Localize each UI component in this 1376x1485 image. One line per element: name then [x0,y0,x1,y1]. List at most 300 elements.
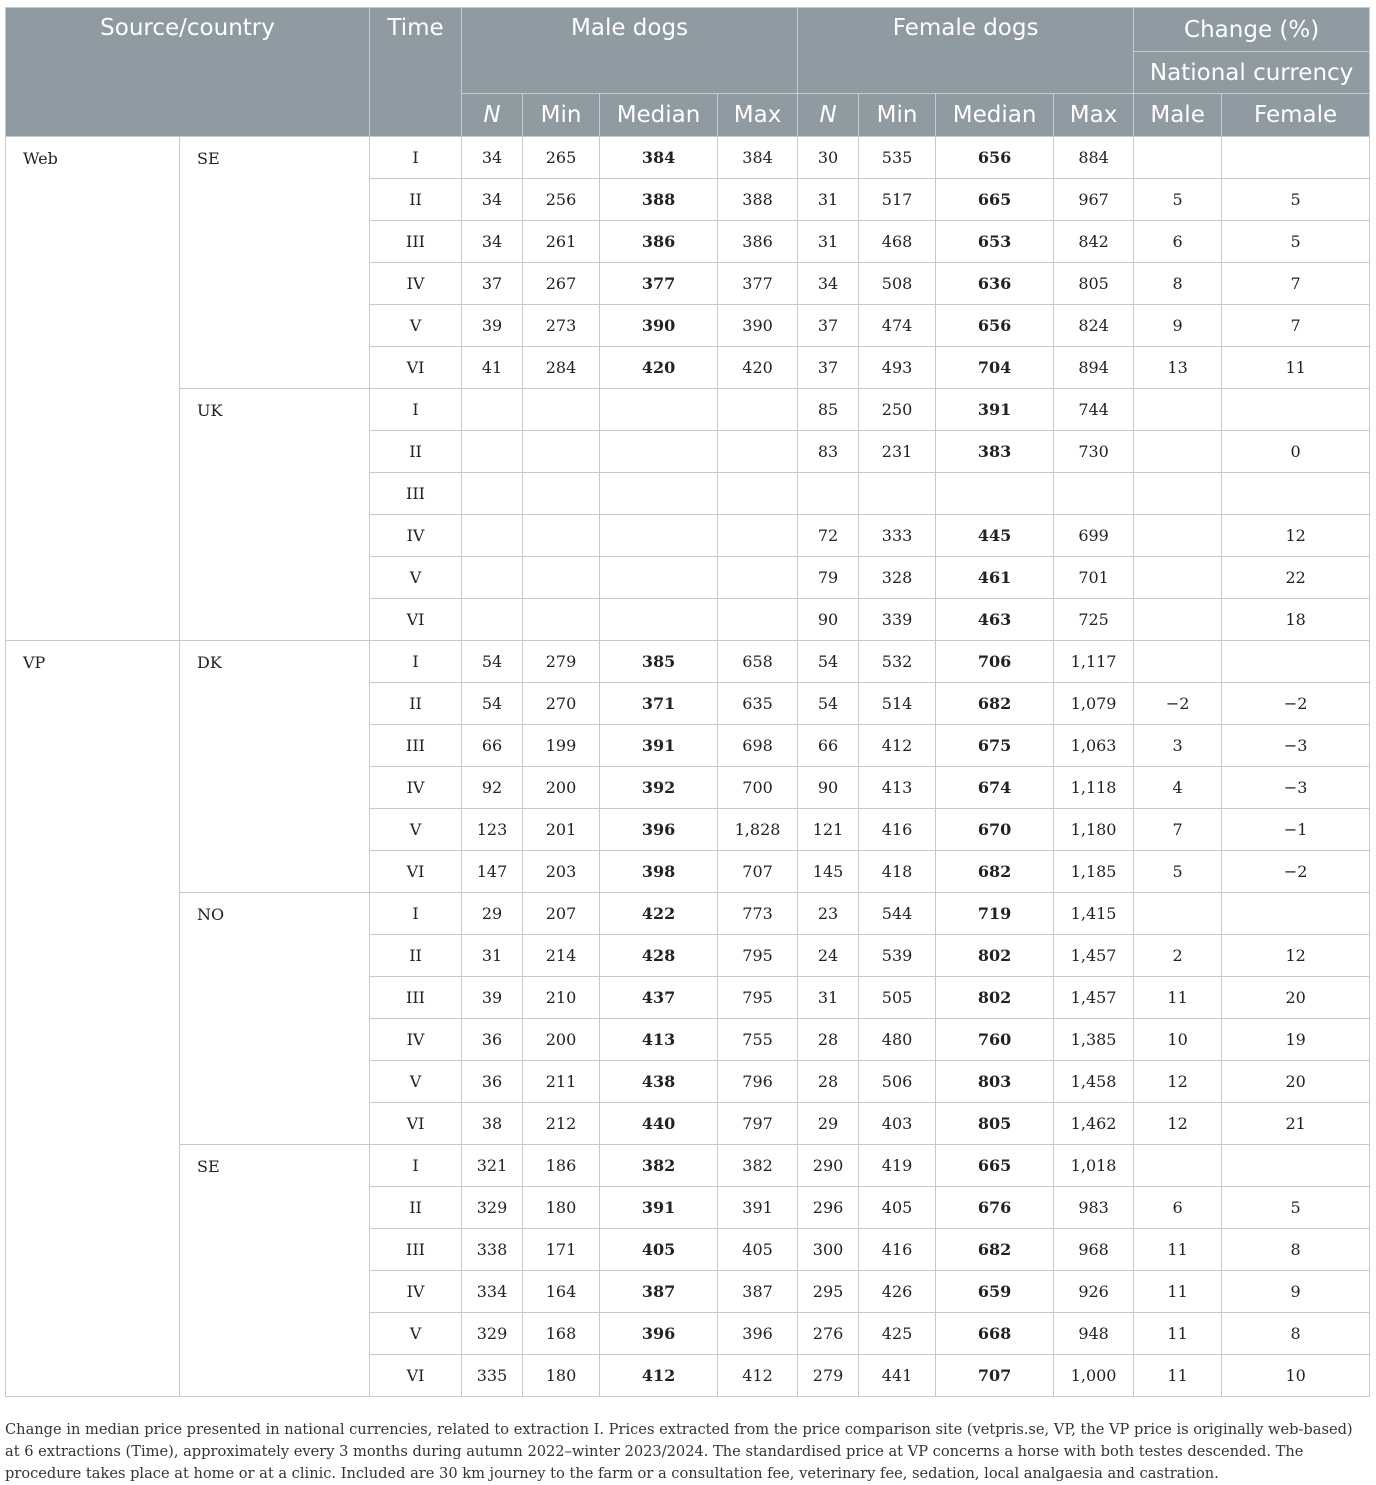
female-n-cell: 66 [798,725,859,767]
female-max-cell: 983 [1054,1187,1134,1229]
time-cell: VI [370,1355,462,1397]
male-max-cell: 420 [718,347,798,389]
time-cell: II [370,431,462,473]
female-median-cell: 665 [936,1145,1054,1187]
female-n-cell: 83 [798,431,859,473]
price-table [5,7,1370,1397]
male-min-cell [523,431,600,473]
female-median-cell: 707 [936,1355,1054,1397]
table-row [6,137,1370,179]
time-cell: II [370,179,462,221]
male-median-cell: 386 [600,221,718,263]
time-cell: II [370,1187,462,1229]
change-male-cell [1134,1145,1222,1187]
male-min-cell: 199 [523,725,600,767]
country-cell: SE [180,1145,370,1397]
change-female-cell: 7 [1222,305,1370,347]
header-change-female: Female [1222,94,1370,137]
change-female-cell: 20 [1222,1061,1370,1103]
male-min-cell [523,515,600,557]
male-median-cell [600,389,718,431]
source-cell: VP [6,641,180,1397]
male-median-cell: 384 [600,137,718,179]
male-median-cell: 440 [600,1103,718,1145]
female-min-cell: 474 [859,305,936,347]
male-n-cell [462,473,523,515]
female-median-cell [936,473,1054,515]
male-n-cell: 335 [462,1355,523,1397]
change-male-cell [1134,515,1222,557]
male-median-cell: 438 [600,1061,718,1103]
change-male-cell: 12 [1134,1103,1222,1145]
female-median-cell: 383 [936,431,1054,473]
female-n-cell: 30 [798,137,859,179]
male-max-cell: 795 [718,977,798,1019]
time-cell: IV [370,767,462,809]
change-female-cell: 22 [1222,557,1370,599]
male-max-cell: 390 [718,305,798,347]
male-max-cell: 635 [718,683,798,725]
male-min-cell: 214 [523,935,600,977]
male-max-cell [718,473,798,515]
time-cell: III [370,977,462,1019]
time-cell: V [370,1061,462,1103]
female-min-cell: 416 [859,1229,936,1271]
male-max-cell: 412 [718,1355,798,1397]
female-median-cell: 682 [936,683,1054,725]
female-max-cell: 967 [1054,179,1134,221]
female-median-cell: 463 [936,599,1054,641]
male-median-cell: 385 [600,641,718,683]
female-max-cell: 926 [1054,1271,1134,1313]
female-n-cell: 28 [798,1061,859,1103]
female-n-cell: 29 [798,1103,859,1145]
female-min-cell: 231 [859,431,936,473]
female-n-cell: 145 [798,851,859,893]
table-row [6,893,1370,935]
female-n-cell [798,473,859,515]
change-female-cell: −2 [1222,851,1370,893]
female-min-cell: 339 [859,599,936,641]
male-n-cell: 31 [462,935,523,977]
male-min-cell: 200 [523,767,600,809]
male-max-cell [718,599,798,641]
time-cell: III [370,473,462,515]
change-female-cell: 21 [1222,1103,1370,1145]
male-median-cell: 396 [600,809,718,851]
change-female-cell: 5 [1222,179,1370,221]
female-n-cell: 72 [798,515,859,557]
male-min-cell: 203 [523,851,600,893]
header-female-dogs: Female dogs [798,8,1134,94]
female-max-cell: 805 [1054,263,1134,305]
change-male-cell: 4 [1134,767,1222,809]
change-male-cell: 13 [1134,347,1222,389]
male-max-cell: 388 [718,179,798,221]
header-male-min: Min [523,94,600,137]
male-median-cell: 391 [600,1187,718,1229]
change-female-cell [1222,137,1370,179]
male-min-cell: 200 [523,1019,600,1061]
time-cell: VI [370,347,462,389]
male-max-cell: 773 [718,893,798,935]
male-median-cell: 377 [600,263,718,305]
female-min-cell: 514 [859,683,936,725]
male-median-cell: 392 [600,767,718,809]
female-n-cell: 79 [798,557,859,599]
female-min-cell: 532 [859,641,936,683]
male-median-cell: 412 [600,1355,718,1397]
header-male-n: N [462,94,523,137]
male-n-cell: 39 [462,977,523,1019]
change-male-cell [1134,599,1222,641]
female-min-cell: 328 [859,557,936,599]
change-female-cell: −1 [1222,809,1370,851]
header-female-max: Max [1054,94,1134,137]
female-min-cell: 416 [859,809,936,851]
change-female-cell: −3 [1222,767,1370,809]
male-n-cell: 123 [462,809,523,851]
table-footnote: Change in median price presented in national currencies, related to extraction I. Prices extracted from the price comparison site (vetpris.se, VP, the VP price is originally web-based) at 6 extractions (Time), approximately every 3 months during autumn 2022–winter 2023/2024. The standardised price at VP concerns a horse with both testes descended. The procedure takes place at home or at a clinic. Included are 30 km journey to the farm or a consultation fee, veterinary fee, sedation, local analgaesia and castration. [5,1420,1353,1482]
female-n-cell: 24 [798,935,859,977]
female-max-cell: 894 [1054,347,1134,389]
header-male-max: Max [718,94,798,137]
male-min-cell [523,389,600,431]
female-median-cell: 391 [936,389,1054,431]
female-n-cell: 300 [798,1229,859,1271]
female-min-cell: 506 [859,1061,936,1103]
male-min-cell: 180 [523,1187,600,1229]
female-n-cell: 31 [798,221,859,263]
change-male-cell: 11 [1134,1313,1222,1355]
header-national-currency: National currency [1134,52,1370,94]
female-max-cell: 1,385 [1054,1019,1134,1061]
change-female-cell: 11 [1222,347,1370,389]
change-female-cell: 20 [1222,977,1370,1019]
male-min-cell: 207 [523,893,600,935]
change-female-cell: 9 [1222,1271,1370,1313]
female-median-cell: 653 [936,221,1054,263]
country-cell: UK [180,389,370,641]
female-median-cell: 636 [936,263,1054,305]
male-n-cell: 338 [462,1229,523,1271]
time-cell: V [370,557,462,599]
female-median-cell: 675 [936,725,1054,767]
female-max-cell: 701 [1054,557,1134,599]
male-max-cell: 405 [718,1229,798,1271]
male-median-cell: 390 [600,305,718,347]
female-median-cell: 676 [936,1187,1054,1229]
male-n-cell [462,389,523,431]
female-min-cell: 441 [859,1355,936,1397]
female-max-cell: 1,458 [1054,1061,1134,1103]
female-min-cell: 426 [859,1271,936,1313]
time-cell: I [370,1145,462,1187]
country-cell: NO [180,893,370,1145]
time-cell: VI [370,1103,462,1145]
female-n-cell: 85 [798,389,859,431]
male-median-cell [600,431,718,473]
male-median-cell: 382 [600,1145,718,1187]
change-male-cell [1134,137,1222,179]
male-min-cell: 261 [523,221,600,263]
female-max-cell: 1,118 [1054,767,1134,809]
male-median-cell [600,473,718,515]
time-cell: II [370,935,462,977]
male-min-cell [523,473,600,515]
time-cell: I [370,893,462,935]
change-female-cell [1222,641,1370,683]
male-n-cell [462,515,523,557]
male-median-cell: 428 [600,935,718,977]
male-min-cell: 265 [523,137,600,179]
female-min-cell: 250 [859,389,936,431]
female-median-cell: 706 [936,641,1054,683]
female-median-cell: 445 [936,515,1054,557]
male-max-cell: 382 [718,1145,798,1187]
female-max-cell: 1,180 [1054,809,1134,851]
female-min-cell: 493 [859,347,936,389]
change-male-cell: 10 [1134,1019,1222,1061]
female-min-cell: 419 [859,1145,936,1187]
female-max-cell: 1,018 [1054,1145,1134,1187]
male-n-cell: 334 [462,1271,523,1313]
female-median-cell: 805 [936,1103,1054,1145]
change-female-cell: 18 [1222,599,1370,641]
female-median-cell: 659 [936,1271,1054,1313]
male-min-cell: 210 [523,977,600,1019]
male-min-cell: 279 [523,641,600,683]
female-max-cell: 1,415 [1054,893,1134,935]
header-male-dogs: Male dogs [462,8,798,94]
time-cell: IV [370,263,462,305]
male-n-cell: 147 [462,851,523,893]
change-male-cell: −2 [1134,683,1222,725]
female-median-cell: 682 [936,851,1054,893]
male-max-cell: 384 [718,137,798,179]
female-n-cell: 279 [798,1355,859,1397]
male-max-cell: 386 [718,221,798,263]
male-n-cell [462,431,523,473]
change-female-cell: −2 [1222,683,1370,725]
male-median-cell: 391 [600,725,718,767]
table-header [6,8,1370,137]
table-row [6,641,1370,683]
male-min-cell: 171 [523,1229,600,1271]
change-male-cell [1134,473,1222,515]
female-min-cell: 544 [859,893,936,935]
male-n-cell [462,557,523,599]
change-female-cell [1222,389,1370,431]
male-max-cell [718,515,798,557]
female-median-cell: 802 [936,977,1054,1019]
male-median-cell [600,557,718,599]
male-min-cell: 201 [523,809,600,851]
time-cell: III [370,221,462,263]
time-cell: VI [370,851,462,893]
change-female-cell: 10 [1222,1355,1370,1397]
header-change-male: Male [1134,94,1222,137]
male-min-cell: 273 [523,305,600,347]
male-median-cell: 371 [600,683,718,725]
male-max-cell: 396 [718,1313,798,1355]
time-cell: I [370,389,462,431]
male-min-cell: 270 [523,683,600,725]
male-n-cell: 54 [462,641,523,683]
male-max-cell [718,431,798,473]
female-min-cell: 425 [859,1313,936,1355]
male-median-cell: 413 [600,1019,718,1061]
change-female-cell: 12 [1222,515,1370,557]
header-change: Change (%) [1134,8,1370,52]
female-min-cell: 413 [859,767,936,809]
female-max-cell: 1,457 [1054,935,1134,977]
female-n-cell: 290 [798,1145,859,1187]
table-body [6,137,1370,1397]
female-max-cell: 948 [1054,1313,1134,1355]
change-male-cell: 5 [1134,179,1222,221]
male-min-cell: 284 [523,347,600,389]
female-max-cell: 1,079 [1054,683,1134,725]
male-max-cell: 658 [718,641,798,683]
change-male-cell [1134,641,1222,683]
time-cell: V [370,305,462,347]
female-min-cell: 517 [859,179,936,221]
female-max-cell: 1,185 [1054,851,1134,893]
male-n-cell: 321 [462,1145,523,1187]
male-n-cell: 66 [462,725,523,767]
time-cell: VI [370,599,462,641]
female-max-cell: 824 [1054,305,1134,347]
male-min-cell: 164 [523,1271,600,1313]
female-min-cell: 333 [859,515,936,557]
female-max-cell: 744 [1054,389,1134,431]
male-median-cell: 388 [600,179,718,221]
change-male-cell: 11 [1134,1271,1222,1313]
female-n-cell: 90 [798,767,859,809]
male-n-cell: 34 [462,137,523,179]
header-female-median: Median [936,94,1054,137]
change-female-cell: 5 [1222,221,1370,263]
female-n-cell: 28 [798,1019,859,1061]
male-n-cell: 41 [462,347,523,389]
change-female-cell: 0 [1222,431,1370,473]
time-cell: III [370,1229,462,1271]
male-max-cell: 391 [718,1187,798,1229]
female-median-cell: 656 [936,137,1054,179]
female-max-cell: 1,000 [1054,1355,1134,1397]
male-min-cell: 168 [523,1313,600,1355]
male-median-cell: 396 [600,1313,718,1355]
change-male-cell [1134,557,1222,599]
female-n-cell: 296 [798,1187,859,1229]
male-n-cell: 36 [462,1061,523,1103]
change-female-cell [1222,1145,1370,1187]
male-max-cell: 796 [718,1061,798,1103]
female-max-cell: 842 [1054,221,1134,263]
change-male-cell: 7 [1134,809,1222,851]
male-n-cell: 329 [462,1313,523,1355]
time-cell: IV [370,1271,462,1313]
female-median-cell: 674 [936,767,1054,809]
male-max-cell: 1,828 [718,809,798,851]
female-median-cell: 665 [936,179,1054,221]
female-min-cell: 468 [859,221,936,263]
header-source-country: Source/country [6,8,370,137]
female-n-cell: 34 [798,263,859,305]
male-max-cell: 698 [718,725,798,767]
female-max-cell: 1,063 [1054,725,1134,767]
female-min-cell: 418 [859,851,936,893]
male-median-cell: 398 [600,851,718,893]
male-max-cell: 795 [718,935,798,977]
female-n-cell: 276 [798,1313,859,1355]
female-max-cell: 1,117 [1054,641,1134,683]
male-median-cell: 420 [600,347,718,389]
female-median-cell: 656 [936,305,1054,347]
header-male-median: Median [600,94,718,137]
change-female-cell: 19 [1222,1019,1370,1061]
female-max-cell: 1,457 [1054,977,1134,1019]
female-max-cell: 1,462 [1054,1103,1134,1145]
female-n-cell: 31 [798,179,859,221]
male-max-cell: 387 [718,1271,798,1313]
header-female-min: Min [859,94,936,137]
change-male-cell: 5 [1134,851,1222,893]
change-male-cell: 12 [1134,1061,1222,1103]
female-median-cell: 670 [936,809,1054,851]
change-female-cell [1222,893,1370,935]
female-max-cell: 699 [1054,515,1134,557]
female-n-cell: 295 [798,1271,859,1313]
male-n-cell: 37 [462,263,523,305]
female-max-cell [1054,473,1134,515]
female-median-cell: 760 [936,1019,1054,1061]
time-cell: II [370,683,462,725]
change-female-cell: 12 [1222,935,1370,977]
change-male-cell [1134,431,1222,473]
male-median-cell: 405 [600,1229,718,1271]
change-female-cell [1222,473,1370,515]
change-male-cell: 2 [1134,935,1222,977]
female-min-cell [859,473,936,515]
change-male-cell: 9 [1134,305,1222,347]
male-median-cell: 422 [600,893,718,935]
source-cell: Web [6,137,180,641]
time-cell: V [370,809,462,851]
male-max-cell [718,389,798,431]
change-female-cell: 8 [1222,1313,1370,1355]
change-male-cell: 6 [1134,1187,1222,1229]
male-n-cell: 92 [462,767,523,809]
header-time: Time [370,8,462,137]
time-cell: IV [370,1019,462,1061]
female-median-cell: 803 [936,1061,1054,1103]
female-n-cell: 37 [798,305,859,347]
time-cell: III [370,725,462,767]
change-male-cell [1134,893,1222,935]
male-n-cell: 39 [462,305,523,347]
time-cell: IV [370,515,462,557]
change-male-cell: 11 [1134,1355,1222,1397]
female-n-cell: 90 [798,599,859,641]
female-min-cell: 508 [859,263,936,305]
male-n-cell: 38 [462,1103,523,1145]
female-min-cell: 505 [859,977,936,1019]
female-min-cell: 480 [859,1019,936,1061]
male-max-cell: 797 [718,1103,798,1145]
male-max-cell: 377 [718,263,798,305]
